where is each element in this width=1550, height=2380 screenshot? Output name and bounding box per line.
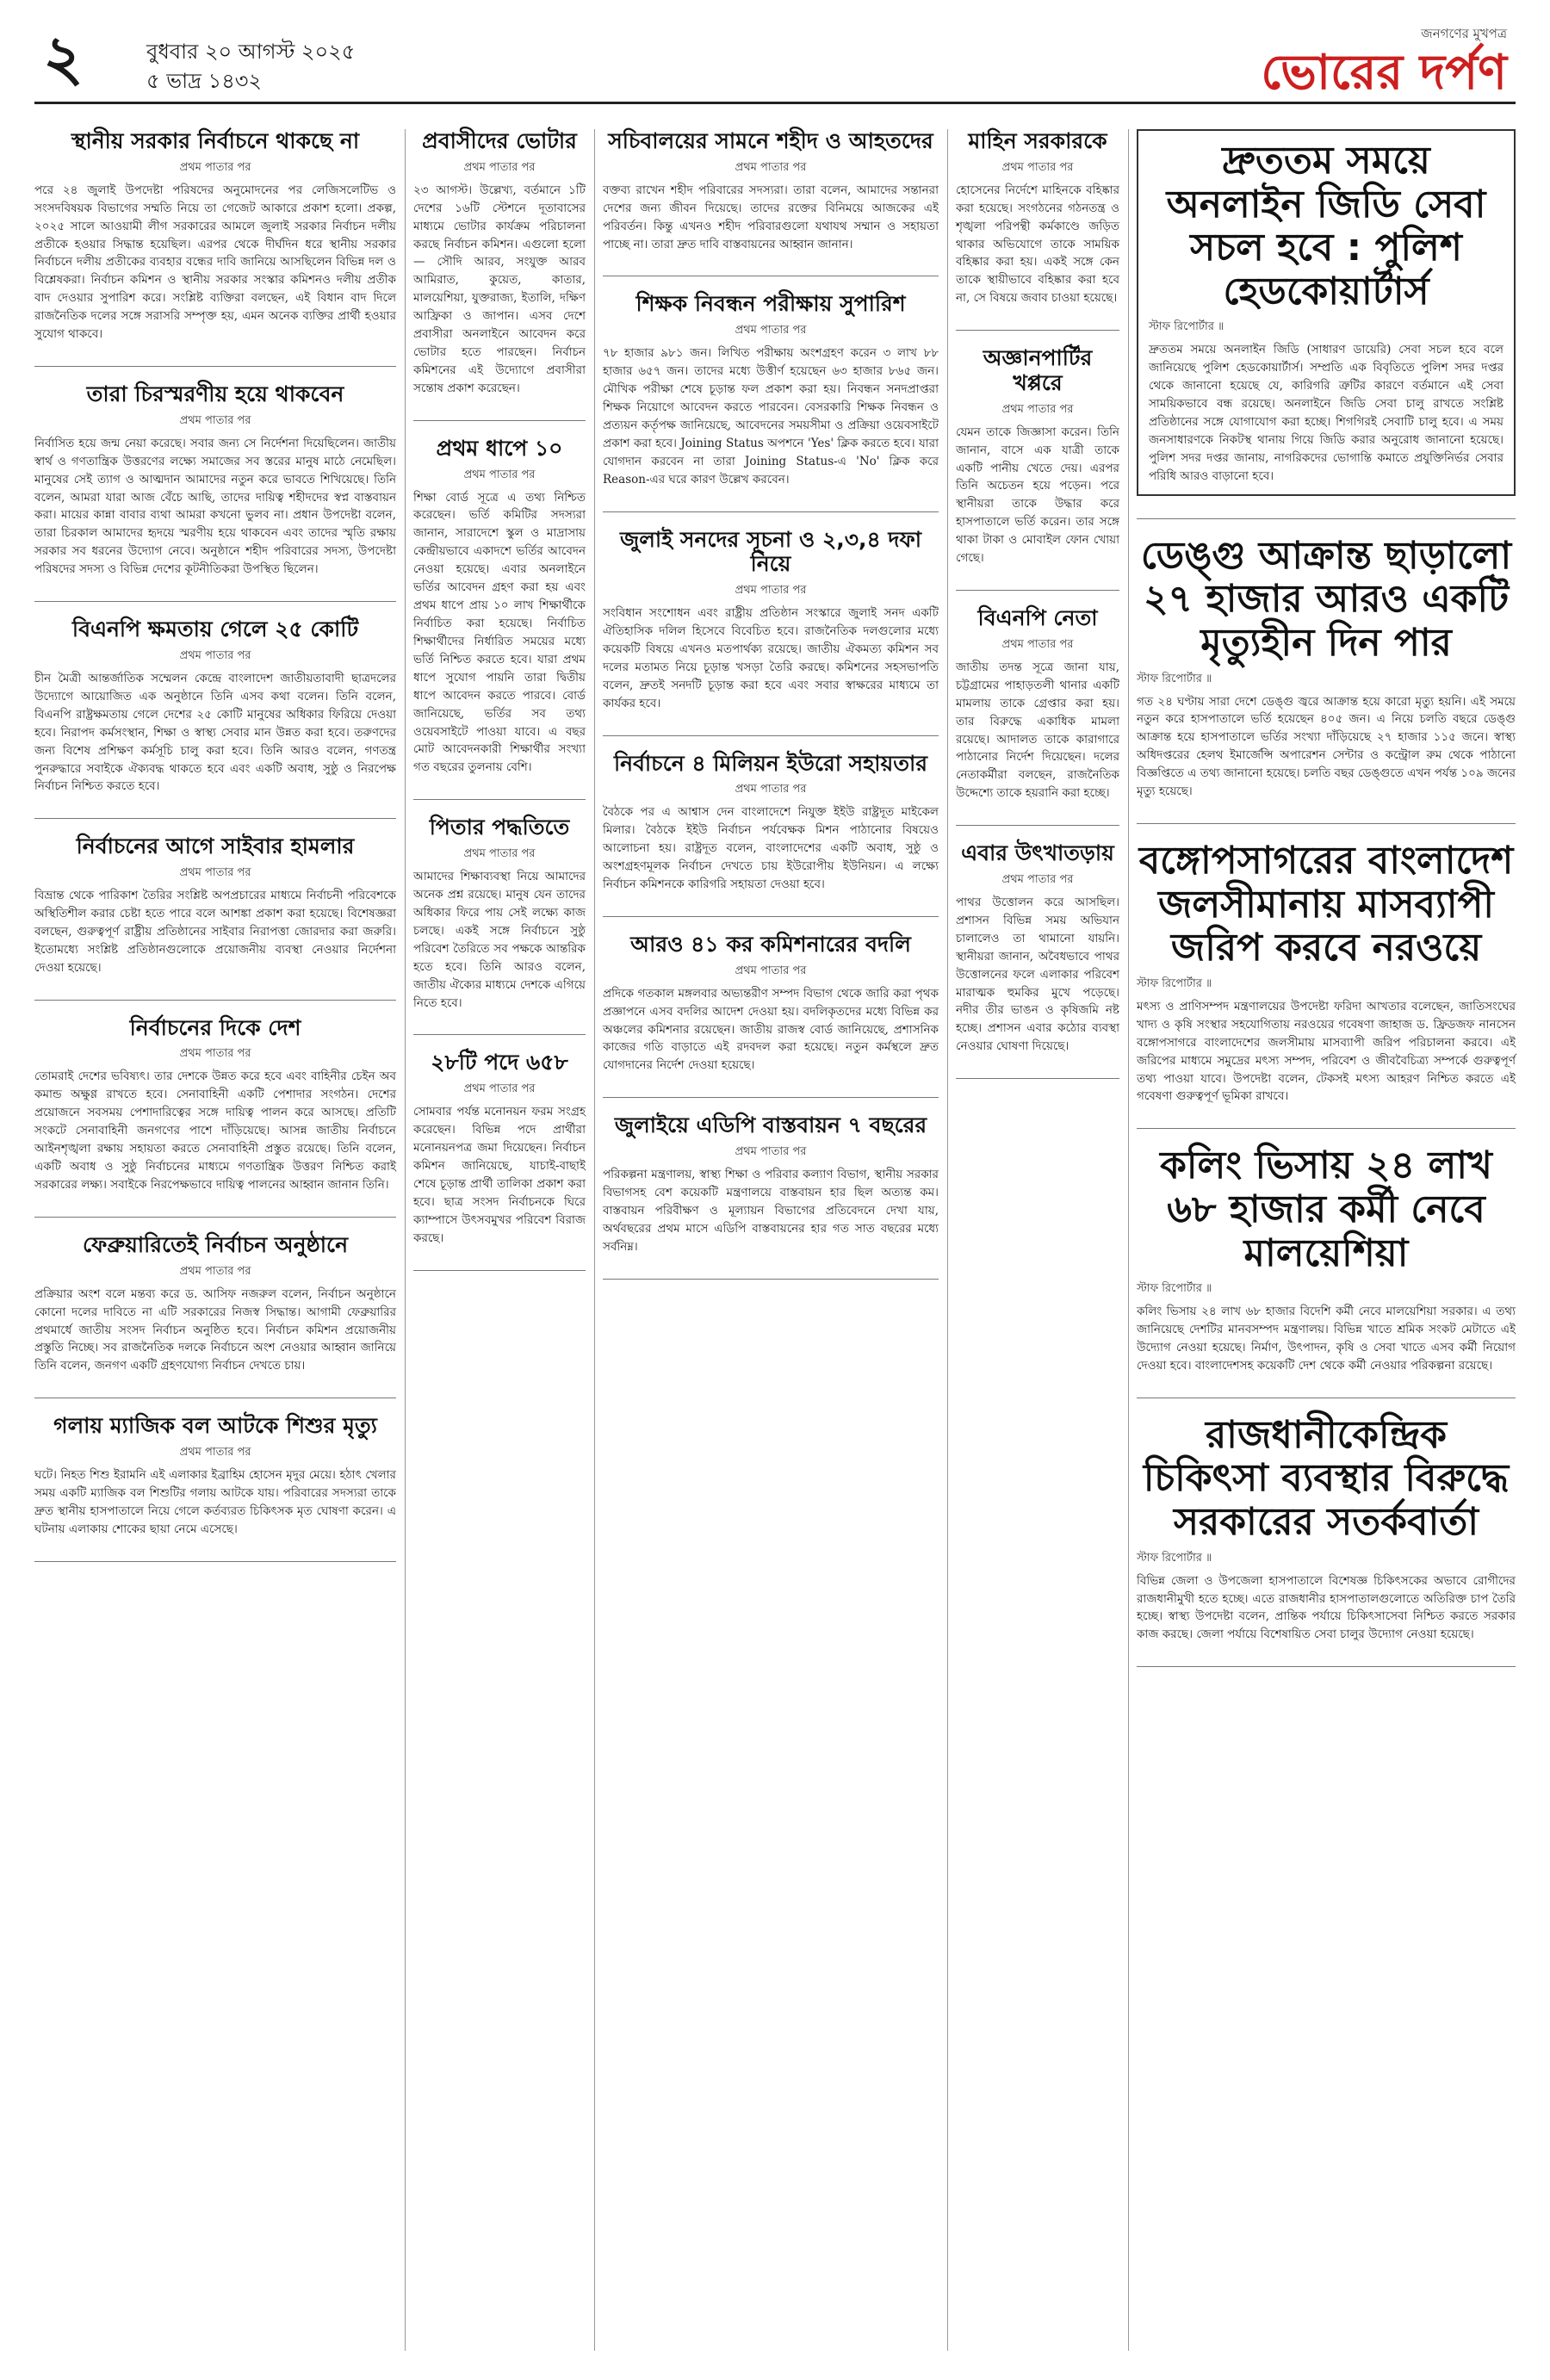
article-body: চীন মৈত্রী আন্তর্জাতিক সম্মেলন কেন্দ্রে বাংলাদেশ জাতীয়তাবাদী ছাত্রদলের উদ্যোগে আয়োজিত এক অনুষ্ঠানে তিনি এসব কথা বলেন। তিনি বলেন, বিএনপি রাষ্ট্রক্ষমতায় গেলে দেশের ২৫ কোটি মানুষের অধিকার ফিরিয়ে দেওয়া হবে। নিরাপদ কর্মসংস্থান, শিক্ষা ও স্বাস্থ্য সেবার মান উন্নত করা হবে। তরুণদের জন্য বিশেষ প্রশিক্ষণ কর্মসূচি চালু করা হবে। তিনি আরও বলেন, গণতন্ত্র পুনরুদ্ধারে সবাইকে ঐক্যবদ্ধ থাকতে হবে এবং একটি অবাধ, সুষ্ঠু ও নিরপেক্ষ নির্বাচন নিশ্চিত করতে হবে। [34,671,396,794]
column-5 [1137,129,1516,1683]
article-body: আমাদের শিক্ষাব্যবস্থা নিয়ে আমাদের অনেক প্রশ্ন রয়েছে। মানুষ যেন তাদের অধিকার ফিরে পায় সেই লক্ষ্যে কাজ চলছে। একই সঙ্গে নির্বাচনে সুষ্ঠু পরিবেশ তৈরিতে সব পক্ষকে আন্তরিক হতে হবে। তিনি আরও বলেন, জাতীয় ঐক্যের মাধ্যমে দেশকে এগিয়ে নিতে হবে। [413,870,586,1010]
article-body: তোমরাই দেশের ভবিষ্যৎ। তার দেশকে উন্নত করে হবে এবং বাহিনীর চেইন অব কমান্ড অক্ষুণ্ণ রাখতে হবে। সেনাবাহিনী একটি পেশাদার সংগঠন। দেশের প্রয়োজনে সবসময় পেশাদারিত্বের সঙ্গে দায়িত্ব পালন করে আসছে। প্রতিটি সংকটে সেনাবাহিনী জনগণের পাশে দাঁড়িয়েছে। আসন্ন জাতীয় নির্বাচনে আইনশৃঙ্খলা রক্ষায় সহায়তা করতে সেনাবাহিনী প্রস্তুত রয়েছে। তিনি বলেন, একটি অবাধ ও সুষ্ঠু নির্বাচনের মাধ্যমে গণতান্ত্রিক উত্তরণ নিশ্চিত করাই সরকারের লক্ষ্য। সবাইকে নিরপেক্ষভাবে দায়িত্ব পালনের আহ্বান জানান তিনি। [34,1069,396,1193]
article-divider [956,1078,1119,1079]
news-article [1137,129,1516,496]
news-article [34,129,396,344]
article-headline: প্রবাসীদের ভোটার [422,128,577,153]
article-headline: সচিবালয়ের সামনে শহীদ ও আহতদের [608,128,933,153]
article-body: যেমন তাকে জিজ্ঞাসা করেন। তিনি জানান, বাসে এক যাত্রী তাকে একটি পানীয় খেতে দেয়। এরপর তিনি অচেতন হয়ে পড়েন। পরে স্থানীয়রা তাকে উদ্ধার করে হাসপাতালে ভর্তি করেন। তার সঙ্গে থাকা টাকা ও মোবাইল ফোন খোয়া গেছে। [956,425,1119,566]
article-body: দ্রুততম সময়ে অনলাইন জিডি (সাধারণ ডায়েরি) সেবা সচল হবে বলে জানিয়েছে পুলিশ হেডকোয়ার্টার্স। সম্প্রতি এক বিবৃতিতে পুলিশ সদর দপ্তর থেকে জানানো হয়েছে যে, কারিগরি ত্রুটির কারণে বর্তমানে এই সেবা সাময়িকভাবে বন্ধ রয়েছে। অনলাইনে জিডি সেবা চালু রাখতে সংশ্লিষ্ট প্রতিষ্ঠানের সঙ্গে যোগাযোগ করা হচ্ছে। শিগগিরই সেবাটি চালু হবে। এ সময় জনসাধারণকে নিকটস্থ থানায় গিয়ে জিডি করার অনুরোধ জানানো হয়েছে। পুলিশ সদর দপ্তর জানায়, নাগরিকদের ভোগান্তি কমাতে প্রযুক্তিনির্ভর সেবার পরিধি আরও বাড়ানো হবে। [1149,343,1504,483]
news-article [603,528,939,713]
article-body: বক্তব্য রাখেন শহীদ পরিবারের সদস্যরা। তারা বলেন, আমাদের সন্তানরা দেশের জন্য জীবন দিয়েছে। তাদের রক্তের বিনিময়ে আজকের এই পরিবর্তন। কিন্তু এখনও শহীদ পরিবারগুলো যথাযথ সম্মান ও সহায়তা পাচ্ছে না। তারা দ্রুত দাবি বাস্তবায়নের আহ্বান জানান। [603,183,939,251]
article-body: পরে ২৪ জুলাই উপদেষ্টা পরিষদের অনুমোদনের পর লেজিসলেটিভ ও সংসদবিষয়ক বিভাগের সম্মতি নিয়ে তা গেজেট আকারে প্রকাশ হলো। প্রকল্প, ২০২৫ সালে আওয়ামী লীগ সরকারের আমলে জুলাই সরকার নির্বাচন দলীয় প্রতীকে হওয়ার সিদ্ধান্ত হয়েছিল। এরপর থেকে দীর্ঘদিন ধরে স্থানীয় সরকার নির্বাচনে দলীয় প্রতীকের ব্যবহার বন্ধের দাবি জানিয়ে আসছিলেন বিভিন্ন দল ও বিশ্লেষকরা। নির্বাচন কমিশন ও স্থানীয় সরকার সংস্কার কমিশনও দলীয় প্রতীক বাদ দেওয়ার সুপারিশ করে। সংশ্লিষ্ট ব্যক্তিরা বলছেন, এই বিধান বাদ দিলে রাজনৈতিক দলের সঙ্গে সরাসরি সম্পৃক্ত হয়, এমন অনেক ব্যক্তির প্রার্থী হওয়ার সুযোগ থাকবে। [34,183,396,342]
article-byline: প্রথম পাতার পর [179,1446,251,1460]
article-headline: জুলাইয়ে এডিপি বাস্তবায়ন ৭ বছরের [614,1113,927,1138]
page-header [34,19,1516,104]
article-body: কলিং ভিসায় ২৪ লাখ ৬৮ হাজার বিদেশি কর্মী নেবে মালয়েশিয়া সরকার। এ তথ্য জানিয়েছে দেশটির মানবসম্পদ মন্ত্রণালয়। বিভিন্ন খাতে শ্রমিক সংকট মেটাতে এই উদ্যোগ নেওয়া হয়েছে। নির্মাণ, উৎপাদন, কৃষি ও সেবা খাতে এসব কর্মী নিয়োগ দেওয়া হবে। বাংলাদেশসহ কয়েকটি দেশ থেকে কর্মী নেওয়ার পরিকল্পনা রয়েছে। [1137,1305,1516,1373]
article-headline: আরও ৪১ কর কমিশনারের বদলি [630,931,911,957]
article-body: সংবিধান সংশোধন এবং রাষ্ট্রীয় প্রতিষ্ঠান সংস্কারে জুলাই সনদ একটি ঐতিহাসিক দলিল হিসেবে বিবেচিত হবে। রাজনৈতিক দলগুলোর মধ্যে কয়েকটি বিষয়ে এখনও মতপার্থক্য রয়েছে। জাতীয় ঐকমত্য কমিশন সব দলের মতামত নিয়ে চূড়ান্ত খসড়া তৈরি করছে। কমিশনের সহসভাপতি বলেন, দ্রুতই সনদটি চূড়ান্ত করা হবে এবং সবার স্বাক্ষরের মাধ্যমে তা কার্যকর হবে। [603,606,939,710]
news-article [34,1233,396,1375]
page-number: ২ [43,21,84,94]
article-byline: প্রথম পাতার পর [735,324,807,338]
article-headline: নির্বাচনে ৪ মিলিয়ন ইউরো সহায়তার [613,750,928,776]
article-headline: এবার উৎখাতড়ায় [961,840,1114,866]
article-byline: স্টাফ রিপোর্টার ॥ [1149,320,1224,334]
article-divider [413,1270,586,1271]
article-byline: প্রথম পাতার পর [179,866,251,880]
news-article [34,834,396,976]
article-byline: প্রথম পাতার পর [179,648,251,662]
article-byline: প্রথম পাতার পর [1001,160,1074,174]
article-divider [1137,1128,1516,1129]
news-article [1137,1414,1516,1644]
article-byline: প্রথম পাতার পর [735,1145,807,1159]
article-body: বিভিন্ন জেলা ও উপজেলা হাসপাতালে বিশেষজ্ঞ চিকিৎসকের অভাবে রোগীদের রাজধানীমুখী হতে হচ্ছে। এতে রাজধানীর হাসপাতালগুলোতে অতিরিক্ত চাপ তৈরি হচ্ছে। স্বাস্থ্য উপদেষ্টা বলেন, প্রান্তিক পর্যায়ে চিকিৎসাসেবা নিশ্চিত করতে সরকার কাজ করছে। জেলা পর্যায়ে বিশেষায়িত সেবা চালুর উদ্যোগ নেওয়া হয়েছে। [1137,1573,1516,1642]
column-2 [413,129,586,1286]
column-rule [947,129,948,2351]
article-headline: বঙ্গোপসাগরের বাংলাদেশ জলসীমানায় মাসব্যাপী জরিপ করবে নরওয়ে [1138,839,1514,970]
article-headline: অজ্ঞানপার্টির খপ্পরে [983,345,1093,395]
news-article [34,1414,396,1538]
article-byline: প্রথম পাতার পর [463,1082,536,1096]
article-byline: স্টাফ রিপোর্টার ॥ [1137,672,1212,685]
news-article [34,1016,396,1194]
article-divider [1137,518,1516,519]
date-weekday: বুধবার ২০ আগস্ট ২০২৫ [146,40,356,64]
article-byline: প্রথম পাতার পর [463,468,536,481]
article-divider [413,1034,586,1035]
article-headline: প্রথম ধাপে ১০ [436,435,563,461]
article-divider [34,366,396,367]
masthead-logo: ভোরের দর্পণ [1261,45,1507,101]
article-divider [1137,823,1516,824]
article-divider [34,1561,396,1562]
masthead [1261,24,1507,101]
article-divider [603,1279,939,1280]
news-article [603,933,939,1075]
masthead-tagline: জনগণের মুখপত্র [1421,26,1507,41]
article-headline: বিএনপি ক্ষমতায় গেলে ২৫ কোটি [71,617,359,642]
article-byline: প্রথম পাতার পর [463,847,536,861]
column-3 [603,129,939,1295]
article-divider [956,330,1119,331]
article-divider [603,735,939,736]
column-rule [405,129,406,2351]
news-article [1137,840,1516,1106]
article-body: সোমবার পর্যন্ত মনোনয়ন ফরম সংগ্রহ করেছেন। বিভিন্ন পদে প্রার্থীরা মনোনয়নপত্র জমা দিয়েছেন। নির্বাচন কমিশন জানিয়েছে, যাচাই-বাছাই শেষে চূড়ান্ত প্রার্থী তালিকা প্রকাশ করা হবে। ছাত্র সংসদ নির্বাচনকে ঘিরে ক্যাম্পাসে উৎসবমুখর পরিবেশ বিরাজ করছে। [413,1105,586,1245]
article-headline: দ্রুততম সময়ে অনলাইন জিডি সেবা সচল হবে : পুলিশ হেডকোয়ার্টার্স [1166,139,1486,313]
article-divider [34,1000,396,1001]
article-headline: কলিং ভিসায় ২৪ লাখ ৬৮ হাজার কর্মী নেবে মালয়েশিয়া [1160,1144,1492,1275]
article-headline: নির্বাচনের আগে সাইবার হামলার [76,834,355,859]
article-divider [413,420,586,421]
article-body: প্রদিকে গতকাল মঙ্গলবার অভ্যন্তরীণ সম্পদ বিভাগ থেকে জারি করা পৃথক প্রজ্ঞাপনে এসব বদলির আদেশ দেওয়া হয়। বদলিকৃতদের মধ্যে বিভিন্ন কর অঞ্চলের কমিশনার রয়েছেন। জাতীয় রাজস্ব বোর্ড জানিয়েছে, প্রশাসনিক কাজের গতি বাড়াতে এই রদবদল করা হয়েছে। নতুন কর্মস্থলে দ্রুত যোগদানের নির্দেশ দেওয়া হয়েছে। [603,986,939,1073]
article-byline: স্টাফ রিপোর্টার ॥ [1137,1551,1212,1565]
column-rule [594,129,595,2351]
article-headline: ফেব্রুয়ারিতেই নির্বাচন অনুষ্ঠানে [82,1231,348,1257]
column-rule [1128,129,1129,2351]
article-byline: প্রথম পাতার পর [735,964,807,977]
article-byline: প্রথম পাতার পর [1001,637,1074,651]
news-article [603,752,939,894]
news-article [1137,535,1516,801]
article-byline: প্রথম পাতার পর [179,1264,251,1278]
article-byline: প্রথম পাতার পর [179,160,251,174]
article-divider [956,590,1119,591]
article-body: শিক্ষা বোর্ড সূত্রে এ তথ্য নিশ্চিত করেছেন। ভর্তি কমিটির সদস্যরা জানান, সারাদেশে স্কুল ও মাদ্রাসায় কেন্দ্রীয়ভাবে একাদশে ভর্তির আবেদন নেওয়া হয়েছে। এবার অনলাইনে ভর্তির আবেদন গ্রহণ করা হয় এবং প্রথম ধাপে প্রায় ১০ লাখ শিক্ষার্থীকে নির্বাচিত করা হয়েছে। নির্বাচিত শিক্ষার্থীদের নির্ধারিত সময়ের মধ্যে ভর্তি নিশ্চিত করতে হবে। যারা প্রথম ধাপে সুযোগ পায়নি তারা দ্বিতীয় ধাপে আবেদন করতে পারবে। বোর্ড জানিয়েছে, ভর্তির সব তথ্য ওয়েবসাইটে পাওয়া যাবে। এ বছর মোট আবেদনকারী শিক্ষার্থীর সংখ্যা গত বছরের তুলনায় বেশি। [413,490,586,775]
article-divider [603,1097,939,1098]
article-body: বৈঠকে পর এ আশ্বাস দেন বাংলাদেশে নিযুক্ত ইইউ রাষ্ট্রদূত মাইকেল মিলার। বৈঠকে ইইউ নির্বাচন পর্যবেক্ষক মিশন পাঠানোর বিষয়েও আলোচনা হয়। রাষ্ট্রদূত বলেন, বাংলাদেশের একটি অবাধ, সুষ্ঠু ও অংশগ্রহণমূলক নির্বাচন দেখতে চায় ইউরোপীয় ইউনিয়ন। এ লক্ষ্যে নির্বাচন কমিশনকে কারিগরি সহায়তা দেওয়া হবে। [603,805,939,892]
news-article [413,129,586,398]
article-body: নির্বাসিত হয়ে জন্ম নেয়া করেছে। সবার জন্য সে নির্দেশনা দিয়েছিলেন। জাতীয় স্বার্থ ও গণতান্ত্রিক উত্তরণের লক্ষ্যে সমাজের সব স্তরের মানুষ মাঠে নেমেছিল। মানুষের সেই ত্যাগ ও আত্মদান আমাদের নতুন করে ভাবতে শিখিয়েছে। তিনি বলেন, আমরা যারা আজ বেঁচে আছি, তাদের দায়িত্ব শহীদদের স্বপ্ন বাস্তবায়ন করা। মায়ের কান্না বাবার ব্যথা আমরা কখনো ভুলব না। প্রধান উপদেষ্টা বলেন, তারা চিরকাল আমাদের হৃদয়ে স্মরণীয় হয়ে থাকবেন এবং তাদের স্মৃতি রক্ষায় সরকার সব ধরনের উদ্যোগ নেবে। অনুষ্ঠানে শহীদ পরিবারের সদস্য, উপদেষ্টা পরিষদের সদস্য ও বিভিন্ন দেশের কূটনীতিকরা উপস্থিত ছিলেন। [34,436,396,577]
news-article [956,606,1119,803]
article-body: ২৩ আগস্ট। উল্লেখ্য, বর্তমানে ১টি দেশের ১৬টি স্টেশনে দূতাবাসের মাধ্যমে ভোটার কার্যক্রম পরিচালনা করছে নির্বাচন কমিশন। এগুলো হলো— সৌদি আরব, সংযুক্ত আরব আমিরাত, কুয়েত, কাতার, মালয়েশিয়া, যুক্তরাজ্য, ইতালি, দক্ষিণ আফ্রিকা ও জাপান। এসব দেশে প্রবাসীরা অনলাইনে আবেদন করে ভোটার হতে পারছেন। নির্বাচন কমিশনের এই উদ্যোগে প্রবাসীরা সন্তোষ প্রকাশ করেছেন। [413,183,586,395]
article-body: ঘটে। নিহত শিশু ইরামনি এই এলাকার ইব্রাহিম হোসেন মৃদুর মেয়ে। হঠাৎ খেলার সময় একটি ম্যাজিক বল শিশুটির গলায় আটকে যায়। পরিবারের সদস্যরা তাকে দ্রুত স্থানীয় হাসপাতালে নিয়ে গেলে কর্তব্যরত চিকিৎসক মৃত ঘোষণা করেন। এ ঘটনায় এলাকায় শোকের ছায়া নেমে এসেছে। [34,1468,396,1536]
date-bengali: ৫ ভাদ্র ১৪৩২ [146,69,262,93]
article-byline: প্রথম পাতার পর [1001,872,1074,886]
article-body: পরিকল্পনা মন্ত্রণালয়, স্বাস্থ্য শিক্ষা ও পরিবার কল্যাণ বিভাগ, স্থানীয় সরকার বিভাগসহ বেশ কয়েকটি মন্ত্রণালয়ে বাস্তবায়ন হার ছিল অত্যন্ত কম। বাস্তবায়ন পরিবীক্ষণ ও মূল্যায়ন বিভাগের প্রতিবেদনে দেখা যায়, অর্থবছরের প্রথম মাসে এডিপি বাস্তবায়নের হার গত সাত বছরের মধ্যে সর্বনিম্ন। [603,1168,939,1254]
article-divider [34,601,396,602]
article-divider [34,1217,396,1218]
article-body: হোসেনের নির্দেশে মাহিনকে বহিষ্কার করা হয়েছে। সংগঠনের গঠনতন্ত্র ও শৃঙ্খলা পরিপন্থী কর্মকাণ্ডে জড়িত থাকার অভিযোগে তাকে সাময়িক বহিষ্কার করা হয়। একই সঙ্গে কেন তাকে স্থায়ীভাবে বহিষ্কার করা হবে না, সে বিষয়ে জবাব চাওয়া হয়েছে। [956,183,1119,306]
news-article [956,841,1119,1056]
article-byline: প্রথম পাতার পর [735,783,807,796]
news-article [413,815,586,1012]
article-byline: প্রথম পাতার পর [463,160,536,174]
article-headline: বিএনপি নেতা [977,605,1098,631]
article-byline: স্টাফ রিপোর্টার ॥ [1137,976,1212,990]
article-headline: রাজধানীকেন্দ্রিক চিকিৎসা ব্যবস্থার বিরুদ্ধে সরকারের সতর্কবার্তা [1143,1412,1510,1545]
article-headline: পিতার পদ্ধতিতে [429,815,570,840]
article-divider [34,818,396,819]
article-headline: স্থানীয় সরকার নির্বাচনে থাকছে না [71,128,360,153]
article-body: গত ২৪ ঘণ্টায় সারা দেশে ডেঙ্গু জ্বরে আক্রান্ত হয়ে কারো মৃত্যু হয়নি। এই সময়ে নতুন করে হাসপাতালে ভর্তি হয়েছেন ৪০৫ জন। এ নিয়ে চলতি বছরে ডেঙ্গু আক্রান্ত হয়ে হাসপাতালে ভর্তির সংখ্যা দাঁড়িয়েছে ২৭ হাজার ১১৫ জনে। স্বাস্থ্য অধিদপ্তরের হেলথ ইমার্জেন্সি অপারেশন সেন্টার ও কন্ট্রোল রুম থেকে পাঠানো বিজ্ঞপ্তিতে এ তথ্য জানানো হয়েছে। চলতি বছর ডেঙ্গুতে এখন পর্যন্ত ১০৯ জনের মৃত্যু হয়েছে। [1137,694,1516,799]
article-byline: প্রথম পাতার পর [735,584,807,598]
column-4 [956,129,1119,1094]
news-article [34,382,396,579]
article-divider [603,916,939,917]
article-divider [603,511,939,512]
news-article [34,617,396,796]
article-byline: প্রথম পাতার পর [1001,402,1074,416]
news-article [956,346,1119,567]
news-article [603,129,939,253]
article-body: মৎস্য ও প্রাণিসম্পদ মন্ত্রণালয়ের উপদেষ্টা ফরিদা আখতার বলেছেন, জাতিসংঘের খাদ্য ও কৃষি সংস্থার সহযোগিতায় নরওয়ের গবেষণা জাহাজ ড. ফ্রিডজফ নানসেন বঙ্গোপসাগরে বাংলাদেশের জলসীমায় মাসব্যাপী জরিপ পরিচালনা করবে। এই জরিপের মাধ্যমে সমুদ্রের মৎস্য সম্পদ, পরিবেশ ও জীববৈচিত্র্য সম্পর্কে গুরুত্বপূর্ণ তথ্য পাওয়া যাবে। উপদেষ্টা বলেন, টেকসই মৎস্য আহরণ নিশ্চিত করতে এই গবেষণা গুরুত্বপূর্ণ ভূমিকা রাখবে। [1137,999,1516,1104]
article-body: পাথর উত্তোলন করে আসছিল। প্রশাসন বিভিন্ন সময় অভিযান চালালেও তা থামানো যায়নি। স্থানীয়রা জানান, অবৈধভাবে পাথর উত্তোলনের ফলে এলাকার পরিবেশ মারাত্মক হুমকির মুখে পড়েছে। নদীর তীর ভাঙন ও কৃষিজমি নষ্ট হচ্ছে। প্রশাসন এবার কঠোর ব্যবস্থা নেওয়ার ঘোষণা দিয়েছে। [956,895,1119,1054]
article-body: প্রক্রিয়ার অংশ বলে মন্তব্য করে ড. আসিফ নজরুল বলেন, নির্বাচন অনুষ্ঠানে কোনো দলের দাবিতে না এটি সরকারের নিজস্ব সিদ্ধান্ত। আগামী ফেব্রুয়ারির প্রথমার্ধে জাতীয় সংসদ নির্বাচন অনুষ্ঠিত হবে। নির্বাচন কমিশন প্রয়োজনীয় প্রস্তুতি নিচ্ছে। সব রাজনৈতিক দলকে নির্বাচনে অংশ নেওয়ার আহ্বান জানিয়ে তিনি বলেন, জনগণ একটি গ্রহণযোগ্য নির্বাচন দেখতে চায়। [34,1286,396,1373]
article-body: জাতীয় তদন্ত সূত্রে জানা যায়, চট্টগ্রামের পাহাড়তলী থানার একটি মামলায় তাকে গ্রেপ্তার করা হয়। তার বিরুদ্ধে একাধিক মামলা রয়েছে। আদালত তাকে কারাগারে পাঠানোর নির্দেশ দিয়েছেন। দলের নেতাকর্মীরা বলছেন, রাজনৈতিক উদ্দেশ্যে তাকে হয়রানি করা হচ্ছে। [956,660,1119,801]
article-divider [956,825,1119,826]
article-byline: প্রথম পাতার পর [179,1047,251,1061]
article-headline: তারা চিরস্মরণীয় হয়ে থাকবেন [86,381,344,407]
article-headline: শিক্ষক নিবন্ধন পরীক্ষায় সুপারিশ [636,291,906,317]
news-article [603,292,939,488]
news-article [1137,1144,1516,1374]
article-headline: গলায় ম্যাজিক বল আটকে শিশুর মৃত্যু [53,1413,377,1439]
news-article [413,1051,586,1247]
article-headline: মাহিন সরকারকে [968,128,1107,153]
article-body: ৭৮ হাজার ৯৮১ জন। লিখিত পরীক্ষায় অংশগ্রহণ করেন ৩ লাখ ৮৮ হাজার ৬৫৭ জন। তাদের মধ্যে উত্তীর্ণ হয়েছেন ৬৩ হাজার ৮৬৫ জন। মৌখিক পরীক্ষা শেষে চূড়ান্ত ফল প্রকাশ করা হয়। নিবন্ধন সনদপ্রাপ্তরা শিক্ষক নিয়োগে আবেদন করতে পারবেন। বেসরকারি শিক্ষক নিবন্ধন ও প্রত্যয়ন কর্তৃপক্ষ জানিয়েছে, আবেদনের সময়সীমা ও প্রক্রিয়া ওয়েবসাইটে প্রকাশ করা হবে। Joining Status অপশনে 'Yes' ক্লিক করতে হবে। যারা যোগদান করবেন না তারা Joining Status-এ 'No' ক্লিক করে Reason-এর ঘরে কারণ উল্লেখ করবেন। [603,346,939,487]
news-article [603,1113,939,1255]
article-divider [1137,1666,1516,1667]
article-body: বিভ্রান্ত থেকে পারিকাশ তৈরির সংশ্লিষ্ট অপপ্রচারের মাধ্যমে নির্বাচনী পরিবেশকে অস্থিতিশীল করার চেষ্টা হতে পারে বলে আশঙ্কা প্রকাশ করা হয়েছে। বিশেষজ্ঞরা বলছেন, গুরুত্বপূর্ণ রাষ্ট্রীয় প্রতিষ্ঠানের সাইবার নিরাপত্তা জোরদার করা জরুরি। ইতোমধ্যে সংশ্লিষ্ট প্রতিষ্ঠানগুলোকে প্রয়োজনীয় ব্যবস্থা নেওয়ার নির্দেশনা দেওয়া হয়েছে। [34,889,396,975]
news-article [413,437,586,778]
article-byline: স্টাফ রিপোর্টার ॥ [1137,1282,1212,1296]
article-byline: প্রথম পাতার পর [735,160,807,174]
news-article [956,129,1119,307]
article-byline: প্রথম পাতার পর [179,413,251,427]
article-headline: নির্বাচনের দিকে দেশ [129,1014,301,1040]
column-1 [34,129,396,1577]
article-divider [413,799,586,800]
article-headline: ডেঙ্গু আক্রান্ত ছাড়ালো ২৭ হাজার আরও একটি মৃত্যুহীন দিন পার [1140,533,1512,665]
article-headline: ২৮টি পদে ৬৫৮ [431,1050,568,1075]
article-headline: জুলাই সনদের সূচনা ও ২,৩,৪ দফা নিয়ে [619,526,922,577]
